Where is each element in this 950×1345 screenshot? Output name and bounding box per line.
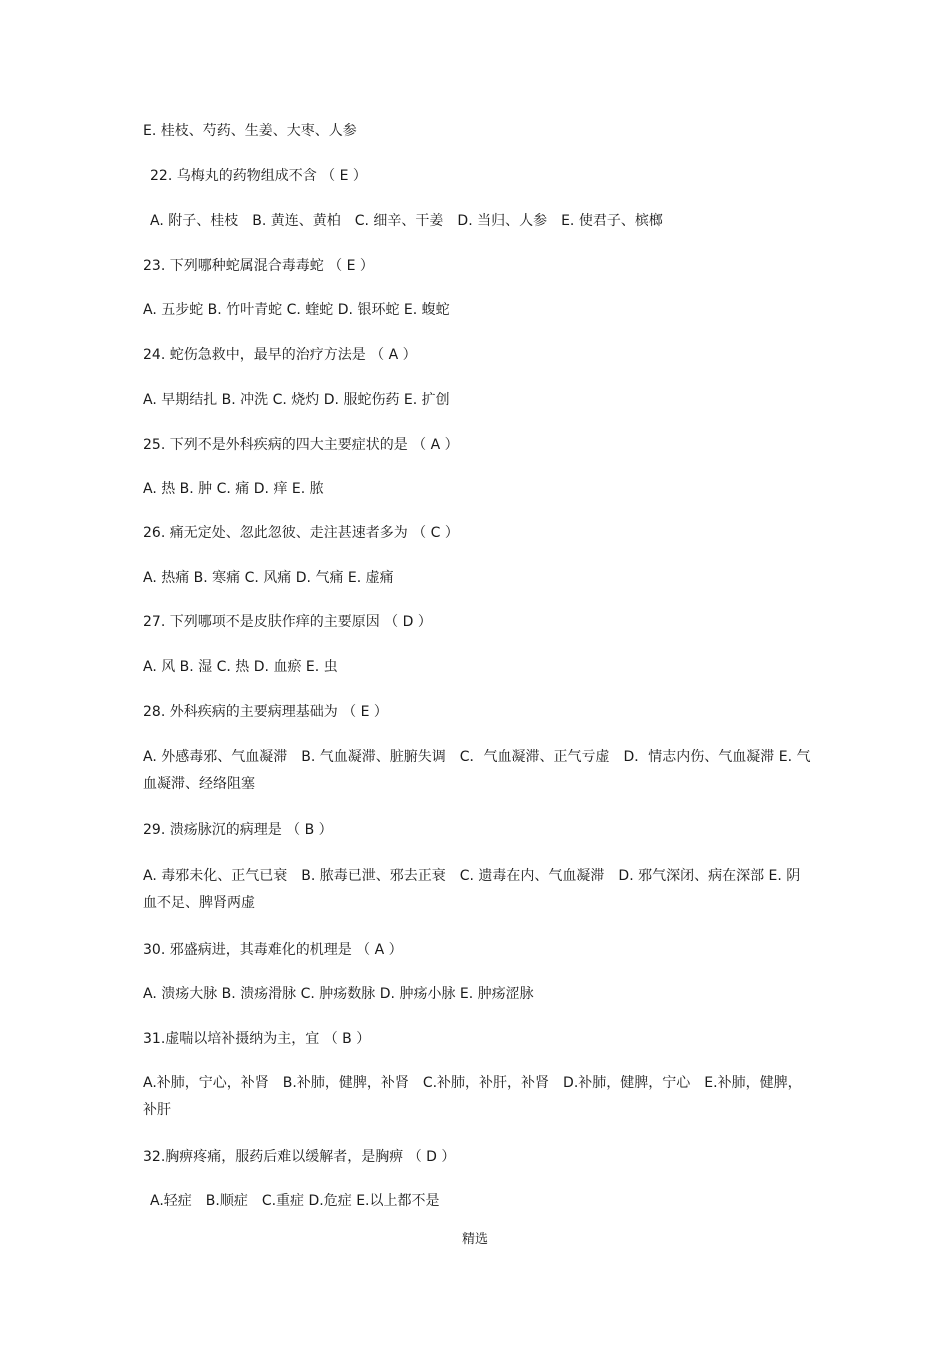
question-30: 30. 邪盛病进，其毒难化的机理是 （ A ） (143, 942, 403, 958)
question-23: 23. 下列哪种蛇属混合毒毒蛇 （ E ） (143, 258, 374, 274)
option-line-30: A. 溃疡大脉 B. 溃疡滑脉 C. 肿疡数脉 D. 肿疡小脉 E. 肿疡涩脉 (143, 986, 534, 1002)
question-29: 29. 溃疡脉沉的病理是 （ B ） (143, 822, 333, 838)
option-line-22: A. 附子、桂枝 B. 黄连、黄柏 C. 细辛、干姜 D. 当归、人参 E. 使君子、槟榔 (150, 213, 663, 229)
option-line-24: A. 早期结扎 B. 冲洗 C. 烧灼 D. 服蛇伤药 E. 扩创 (143, 392, 450, 408)
option-line-21: E. 桂枝、芍药、生姜、大枣、人参 (143, 123, 357, 139)
question-25: 25. 下列不是外科疾病的四大主要症状的是 （ A ） (143, 437, 459, 453)
option-line-32: A.轻症 B.顺症 C.重症 D.危症 E.以上都不是 (150, 1193, 440, 1209)
option-line-31: A.补肺，宁心，补肾 B.补肺，健脾，补肾 C.补肺，补肝，补肾 D.补肺，健脾，宁心 E.补肺，健脾，补肝 (143, 1075, 802, 1118)
option-line-29: A. 毒邪未化、正气已衰 B. 脓毒已泄、邪去正衰 C. 遗毒在内、气血凝滞 D. 邪气深闭、病在深部 E. 阴血不足、脾肾两虚 (143, 868, 801, 911)
question-26: 26. 痛无定处、忽此忽彼、走注甚速者多为 （ C ） (143, 525, 459, 541)
option-line-28: A. 外感毒邪、气血凝滞 B. 气血凝滞、脏腑失调 C．气血凝滞、正气亏虚 D．情志内伤、气血凝滞 E. 气血凝滞、经络阻塞 (143, 749, 811, 792)
page-footer: 精选 (461, 1232, 488, 1247)
option-line-26: A. 热痛 B. 寒痛 C. 风痛 D. 气痛 E. 虚痛 (143, 570, 394, 586)
option-line-23: A. 五步蛇 B. 竹叶青蛇 C. 蝰蛇 D. 银环蛇 E. 蝮蛇 (143, 302, 450, 318)
question-22: 22. 乌梅丸的药物组成不含 （ E ） (150, 168, 367, 184)
option-line-27: A. 风 B. 湿 C. 热 D. 血瘀 E. 虫 (143, 659, 338, 675)
question-31: 31.虚喘以培补摄纳为主，宜 （ B ） (143, 1031, 371, 1047)
question-24: 24. 蛇伤急救中，最早的治疗方法是 （ A ） (143, 347, 417, 363)
question-32: 32.胸痹疼痛，服药后难以缓解者，是胸痹 （ D ） (143, 1149, 456, 1165)
question-28: 28. 外科疾病的主要病理基础为 （ E ） (143, 704, 388, 720)
question-27: 27. 下列哪项不是皮肤作痒的主要原因 （ D ） (143, 614, 432, 630)
option-line-25: A. 热 B. 肿 C. 痛 D. 痒 E. 脓 (143, 481, 324, 497)
